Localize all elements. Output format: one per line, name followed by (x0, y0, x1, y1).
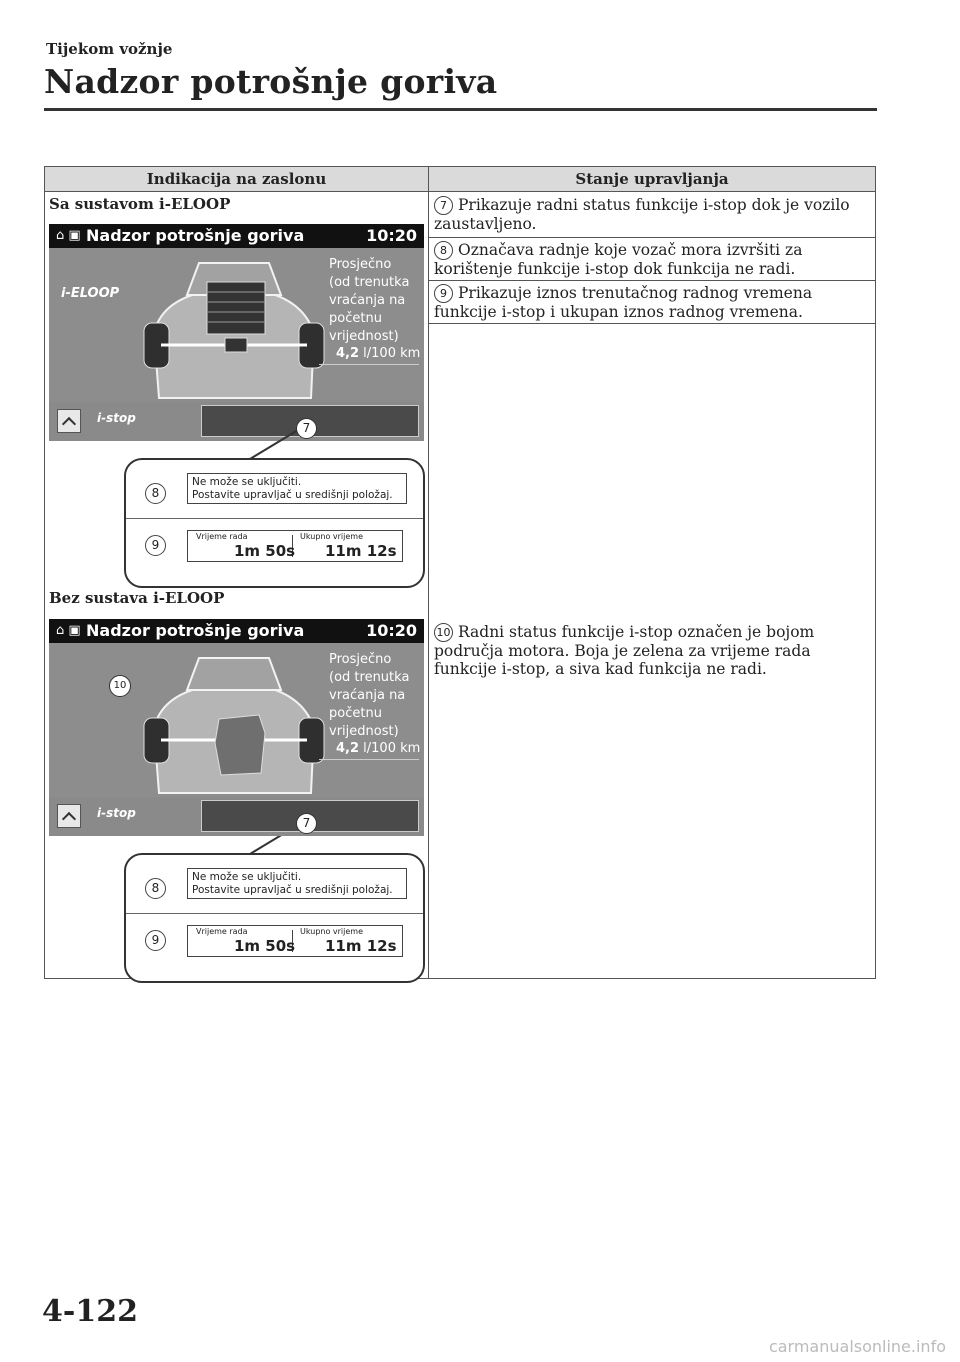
title-rule (44, 108, 877, 111)
istop-bar (49, 797, 424, 836)
screen-title: Nadzor potrošnje goriva (86, 226, 305, 245)
row-separator (429, 280, 875, 281)
total-time-value: 11m 12s (325, 542, 397, 560)
screen-clock: 10:20 (366, 621, 417, 640)
callout-8: 8 (145, 483, 166, 504)
zoom-message: Ne može se uključiti. Postavite upravljač u središnji položaj. (187, 473, 407, 504)
total-time-value: 11m 12s (325, 937, 397, 955)
zoom-separator (126, 913, 423, 914)
callout-9: 9 (145, 535, 166, 556)
page-title: Nadzor potrošnje goriva (44, 62, 498, 101)
caption-with-eloop: Sa sustavom i-ELOOP (49, 195, 231, 213)
average-value: 4,2 l/100 km (336, 346, 421, 361)
section-label: Tijekom vožnje (46, 40, 173, 58)
average-underline (319, 759, 419, 760)
run-time-label: Vrijeme rada (196, 927, 248, 936)
run-time-value: 1m 50s (234, 937, 296, 955)
eloop-label: i-ELOOP (61, 286, 120, 301)
istop-label: i-stop (97, 411, 136, 425)
caption-without-eloop: Bez sustava i-ELOOP (49, 589, 225, 607)
run-time-label: Vrijeme rada (196, 532, 248, 541)
zoom-message: Ne može se uključiti. Postavite upravljač u središnji položaj. (187, 868, 407, 899)
callout-9: 9 (145, 930, 166, 951)
zoom-separator (126, 518, 423, 519)
zoom-panel-no-eloop (124, 853, 425, 983)
watermark: carmanualsonline.info (768, 1337, 946, 1356)
callout-10: 10 (109, 675, 131, 697)
screen-title: Nadzor potrošnje goriva (86, 621, 305, 640)
zoom-time-box (187, 925, 403, 957)
row-separator (429, 237, 875, 238)
istop-label: i-stop (97, 806, 136, 820)
display-screen-no-eloop (49, 619, 424, 836)
info-table (44, 166, 876, 979)
total-time-label: Ukupno vrijeme (300, 532, 364, 541)
total-time-label: Ukupno vrijeme (300, 927, 364, 936)
description-7: 7 Prikazuje radni status funkcije i-stop dok je vozilo zaustavljeno. (434, 196, 850, 233)
callout-7: 7 (296, 418, 317, 439)
average-value: 4,2 l/100 km (336, 741, 421, 756)
page-number: 4-122 (42, 1294, 138, 1329)
callout-7: 7 (296, 813, 317, 834)
screen-title-bar (49, 619, 424, 643)
column-header-display: Indikacija na zaslonu (45, 167, 429, 192)
average-label: Prosječno (od trenutka vraćanja na početnu vrijednost) (329, 652, 410, 739)
screen-clock: 10:20 (366, 226, 417, 245)
home-icon: ⌂ ▣ (56, 623, 81, 638)
zoom-panel-eloop (124, 458, 425, 588)
description-8: 8 Označava radnje koje vozač mora izvršiti za korištenje funkcije i-stop dok funkcija ne radi. (434, 241, 803, 278)
row-separator (429, 323, 875, 324)
callout-8: 8 (145, 878, 166, 899)
description-9: 9 Prikazuje iznos trenutačnog radnog vremena funkcije i-stop i ukupan iznos radnog vremena. (434, 284, 813, 321)
description-10: 10 Radni status funkcije i-stop označen je bojom područja motora. Boja je zelena za vrijeme rada funkcije i-stop, a siva kad funkcija ne radi. (434, 623, 815, 678)
run-time-value: 1m 50s (234, 542, 296, 560)
column-header-state: Stanje upravljanja (429, 167, 875, 192)
istop-icon (57, 804, 81, 828)
zoom-time-box (187, 530, 403, 562)
home-icon: ⌂ ▣ (56, 228, 81, 243)
average-label: Prosječno (od trenutka vraćanja na početnu vrijednost) (329, 257, 410, 344)
